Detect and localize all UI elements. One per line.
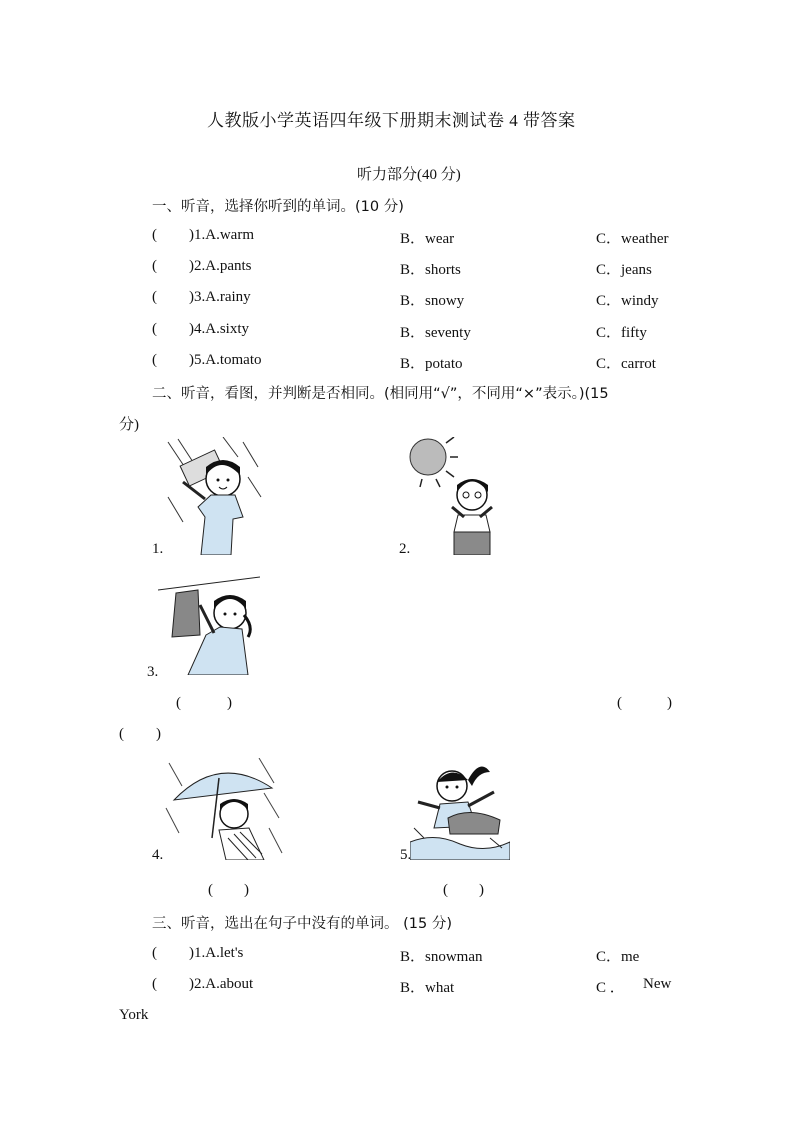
part-title: 听力部分(40 分) <box>357 167 461 183</box>
answer-blank-open[interactable]: ( <box>119 726 124 742</box>
picture-boy-sun-icon <box>408 437 504 555</box>
question-option-a: )4.A.sixty <box>189 321 249 337</box>
answer-blank-close: ) <box>227 695 232 711</box>
section2-heading: 二、听音，看图，并判断是否相同。(相同用“√”，不同用“×”表示。)(15 <box>152 386 609 402</box>
picture-label-5: 5. <box>400 847 412 863</box>
question-option-b: B．shorts <box>400 262 461 278</box>
picture-girl-clothesline-icon <box>158 575 260 675</box>
question-option-b: B．snowman <box>400 949 483 965</box>
question-option-c: C．jeans <box>596 262 652 278</box>
picture-girl-rain-icon <box>163 437 263 555</box>
question-option-b: B．seventy <box>400 325 471 341</box>
answer-blank-close: ) <box>667 695 672 711</box>
question-option-c-prefix: C ． <box>596 980 625 996</box>
picture-label-3: 3. <box>147 664 159 680</box>
document-title: 人教版小学英语四年级下册期末测试卷 4 带答案 <box>207 111 576 130</box>
answer-blank[interactable]: ( <box>152 321 157 337</box>
question-option-c: C．weather <box>596 231 669 247</box>
answer-blank[interactable]: ( <box>152 352 157 368</box>
section1-heading: 一、听音，选择你听到的单词。(10 分) <box>152 199 404 215</box>
question-option-a: )2.A.pants <box>189 258 252 274</box>
picture-label-1: 1. <box>152 541 164 557</box>
answer-blank-open[interactable]: ( <box>176 695 181 711</box>
answer-blank-open[interactable]: ( <box>617 695 622 711</box>
picture-boy-umbrella-icon <box>164 758 284 860</box>
picture-girl-wind-icon <box>410 758 510 860</box>
answer-blank[interactable]: ( <box>152 227 157 243</box>
question-option-b: B．what <box>400 980 455 996</box>
question-option-b: B．wear <box>400 231 455 247</box>
answer-blank-open[interactable]: ( <box>443 882 448 898</box>
answer-blank[interactable]: ( <box>152 976 157 992</box>
question-option-c: New <box>643 976 672 992</box>
question-option-a: )2.A.about <box>189 976 254 992</box>
picture-label-4: 4. <box>152 847 164 863</box>
section2-heading-cont: 分) <box>119 417 139 433</box>
question-option-b: B．snowy <box>400 293 465 309</box>
answer-blank-close: ) <box>244 882 249 898</box>
answer-blank-open[interactable]: ( <box>208 882 213 898</box>
question-option-b: B．potato <box>400 356 463 372</box>
question-option-a: )3.A.rainy <box>189 289 251 305</box>
section3-heading: 三、听音，选出在句子中没有的单词。 (15 分) <box>152 916 452 932</box>
answer-blank[interactable]: ( <box>152 945 157 961</box>
answer-blank[interactable]: ( <box>152 258 157 274</box>
question-option-c: C．me <box>596 949 640 965</box>
question-option-c: C．fifty <box>596 325 647 341</box>
question-option-a: )1.A.let's <box>189 945 244 961</box>
question-option-c: C．windy <box>596 293 659 309</box>
picture-label-2: 2. <box>399 541 411 557</box>
question-option-a: )1.A.warm <box>189 227 254 243</box>
answer-blank[interactable]: ( <box>152 289 157 305</box>
question-option-a: )5.A.tomato <box>189 352 262 368</box>
question-option-c: C．carrot <box>596 356 656 372</box>
question-option-c-cont: York <box>119 1007 149 1023</box>
answer-blank-close: ) <box>156 726 161 742</box>
answer-blank-close: ) <box>479 882 484 898</box>
